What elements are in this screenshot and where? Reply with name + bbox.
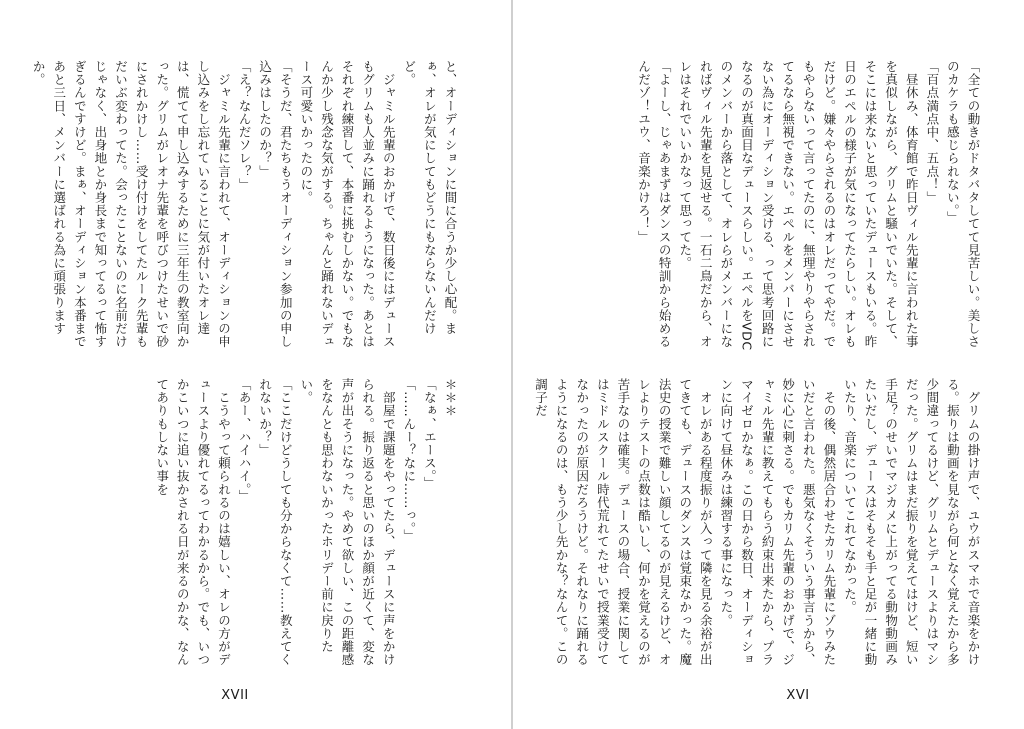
left-page-number: XVII	[221, 688, 249, 703]
right-page	[513, 0, 1024, 729]
right-page-upper-text: 「全ての動きがドタバタしてて見苦しい。美しさのカケラも感じられない。」 「百点満点中、五点！」 昼休み、体育館で昨日ヴィル先輩に言われた事を真似しながら、グリムと騒いでいた。そして、そこには来ないと思っていたデュースもいる。昨日のエペルの様子が気になってたらしい。オレもだけど。嫌々やらされるのはオレだってやだ。でもやらないって言ってたのに、無理やりやらされてるなら無視できない。エペルをメンバーにさせない為にオーディション受ける、って思考回路になるのが真面目なデュースらしい。エペルをVDCのメンバーから落として、オレらがメンバーになればヴィル先輩を見返せる。一石二鳥だから、オレはそれでいいかなって思ってた。 「よーし、じゃあまずはダンスの特訓から始めるんだゾ！ユウ、音楽かけろ！」	[636, 60, 981, 351]
right-page-number: XVI	[786, 688, 810, 703]
left-page-upper-text: と、オーディションに間に合うか少し心配。まぁ、オレが気にしてもどうにもならないんだけど。 ジャミル先輩のおかげで、数日後にはデュースもグリムも人並みに踊れるようになった。あとはそれぞれ練習して、本番に挑むしかない。でもなんか少し残念な気がする。ちゃんと踊れないデュース可愛いかったのに。 「そうだ、君たちもうオーディション参加の申し込みはしたのか？」 「え？なんだソレ？」 ジャミル先輩に言われて、オーディションの申し込みをし忘れていることに気が付いたオレ達は、慌てて申し込みするために三年生の教室向かった。グリムがレオナ先輩を呼びつけたせいで砂にされかけし……受け付けをしてたルーク先輩もだいぶ変わってた。会ったことないのに名前だけじゃなく、出身地とか身長まで知ってるって怖すぎるんですけど。まぁ、オーディション本番まであと三日、メンバーに選ばれる為に頑張りますか。	[31, 60, 458, 349]
left-page-lower-text: ＊＊＊ 「なぁ、エース。」 「……んー？なに……っ。」 部屋で課題をやってたら、デュースに声をかけられる。振り返ると思いのほか顔が近くて、変な声が出そうになった。やめて欲しい、この距離感をなんとも思わないかったホリデー前に戻りたい。 「ここだけどうしても分からなくて……教えてくれないか？」 「あー、ハイハイ。」 こうやって頼られるのは嬉しい、オレの方がデュースより優れてるってわかるから。でも、いつかこいつに追い抜かされる日が来るのかな、なんてありもしない事を	[154, 378, 458, 667]
left-page	[0, 0, 511, 729]
right-page-lower-text: グリムの掛け声で、ユウがスマホで音楽をかける。振りは動画を見ながら何となく覚えたから多少間違ってるけど、グリムとデュースよりはマシだった。グリムはまだ振りを覚えてはけど、短い手足？のせいでマジカメに上がってる動物動画みたいだし、デュースはそもそも手と足が一緒に動いたり、音楽についてこれてなかった。 その後、偶然居合わせたカリム先輩にゾウみたいだと言われた。悪気なくそういう事言うから、妙に心に刺さる。でもカリム先輩のおかげで、ジャミル先輩に教えてもらう約束出来たから、プラマイゼロかなぁ。この日から数日、オーディションに向けて昼休みは練習する事になった。 オレがある程度振りが入って隣を見る余裕が出てきても、デュースのダンスは覚束なかった。魔法史の授業で難しい顔してるのが見えるけど、オレよりテストの点数は酷いし、何かを覚えるのが苦手なのは確実。デュースの場合、授業に関してはミドルスクール時代荒れてたせいで授業受けてなかったのが原因だろうけど。それなりに踊れるようになるのは、もう少し先かな？なんて。この調子だ	[533, 378, 981, 667]
